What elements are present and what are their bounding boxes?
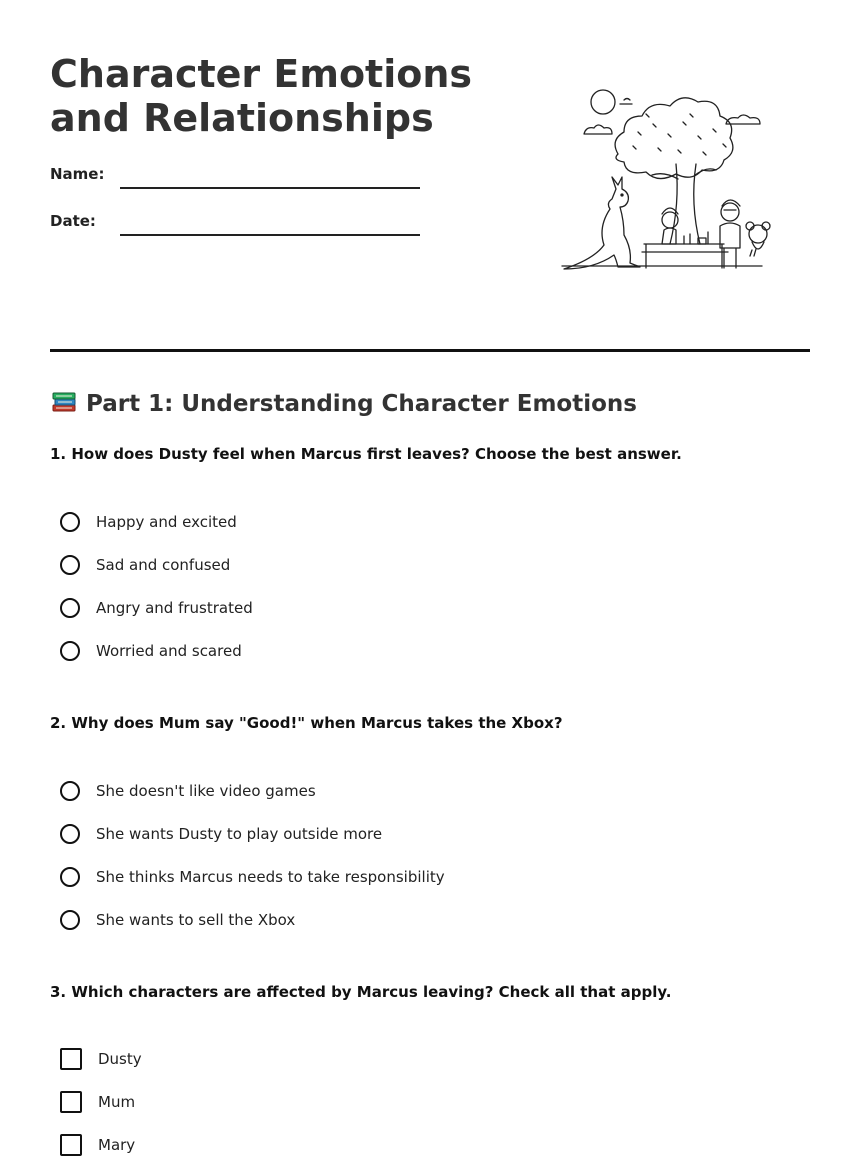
option-label: Mum xyxy=(98,1093,136,1111)
question-3: 3. Which characters are affected by Marcus leaving? Check all that apply. xyxy=(50,983,672,1001)
tree-canopy xyxy=(615,98,733,179)
name-field[interactable] xyxy=(120,187,420,189)
q2-option-1[interactable] xyxy=(60,778,316,804)
radio-button[interactable] xyxy=(60,910,80,930)
option-label: Dusty xyxy=(98,1050,142,1068)
option-label: Happy and excited xyxy=(96,513,237,531)
q3-option-3[interactable] xyxy=(60,1132,135,1158)
section-divider xyxy=(50,349,810,352)
section-heading-part1 xyxy=(50,388,637,419)
radio-button[interactable] xyxy=(60,781,80,801)
option-label: Mary xyxy=(98,1136,136,1154)
sun-shape xyxy=(591,90,615,114)
q1-option-2[interactable] xyxy=(60,552,230,578)
child-head xyxy=(662,212,678,228)
date-field[interactable] xyxy=(120,234,420,236)
q3-option-1[interactable] xyxy=(60,1046,142,1072)
option-label: Sad and confused xyxy=(96,556,231,574)
radio-button[interactable] xyxy=(60,598,80,618)
kangaroo-shape xyxy=(564,177,640,269)
radio-button[interactable] xyxy=(60,641,80,661)
option-label: Worried and scared xyxy=(96,642,242,660)
kangaroo-koala-picnic-illustration xyxy=(558,84,778,274)
radio-button[interactable] xyxy=(60,867,80,887)
name-label: Name: xyxy=(50,165,105,183)
q2-option-3[interactable] xyxy=(60,864,445,890)
q1-option-3[interactable] xyxy=(60,595,253,621)
radio-button[interactable] xyxy=(60,555,80,575)
option-label: She doesn't like video games xyxy=(96,782,316,800)
adult-head xyxy=(721,203,739,221)
option-label: She wants to sell the Xbox xyxy=(96,911,296,929)
checkbox[interactable] xyxy=(60,1091,82,1113)
option-label: Angry and frustrated xyxy=(96,599,253,617)
q2-option-2[interactable] xyxy=(60,821,382,847)
q1-option-4[interactable] xyxy=(60,638,242,664)
checkbox[interactable] xyxy=(60,1134,82,1156)
q2-option-4[interactable] xyxy=(60,907,295,933)
option-label: She wants Dusty to play outside more xyxy=(96,825,383,843)
q1-option-1[interactable] xyxy=(60,509,237,535)
cloud-left xyxy=(584,125,612,134)
section-heading-text: Part 1: Understanding Character Emotions xyxy=(86,391,637,417)
option-label: She thinks Marcus needs to take responsibility xyxy=(96,868,445,886)
koala-shape xyxy=(749,225,767,243)
radio-button[interactable] xyxy=(60,824,80,844)
checkbox[interactable] xyxy=(60,1048,82,1070)
q3-option-2[interactable] xyxy=(60,1089,135,1115)
cloud-right xyxy=(726,115,760,124)
radio-button[interactable] xyxy=(60,512,80,532)
worksheet-title: Character Emotions and Relationships xyxy=(50,52,473,140)
question-2: 2. Why does Mum say "Good!" when Marcus takes the Xbox? xyxy=(50,714,563,732)
date-label: Date: xyxy=(50,212,96,230)
question-1: 1. How does Dusty feel when Marcus first leaves? Choose the best answer. xyxy=(50,445,682,463)
books-icon xyxy=(50,388,78,416)
